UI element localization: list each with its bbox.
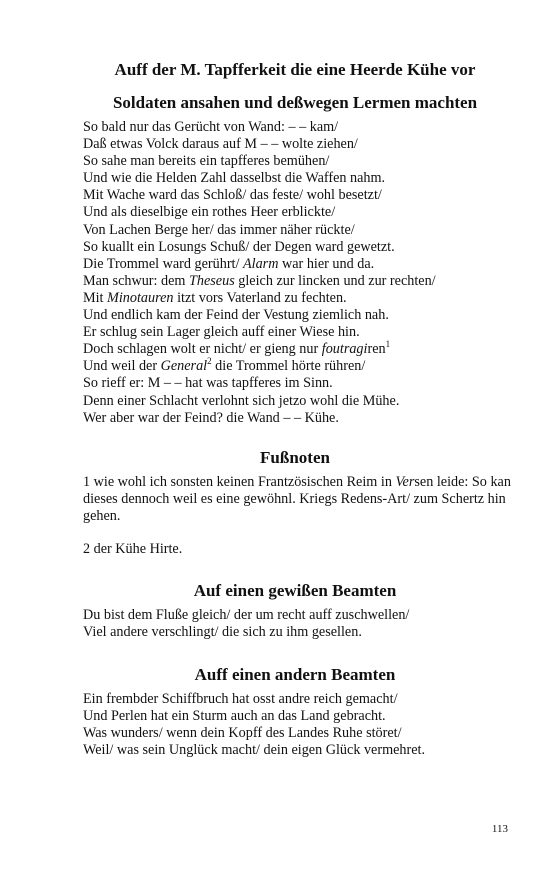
poem2-verse xyxy=(83,607,523,641)
footnote-ref: 2 xyxy=(207,356,212,367)
page-number: 113 xyxy=(491,823,508,835)
verse-line xyxy=(83,119,523,136)
italic-text: Theseus xyxy=(189,272,235,289)
poem1-title-line1: Auff der M. Tapfferkeit die eine Heerde Kühe vor xyxy=(114,60,476,79)
verse-line xyxy=(83,136,523,153)
text-run: Man schwur: dem xyxy=(83,272,189,289)
text-run: itzt vors Vaterland zu fechten. xyxy=(173,289,347,306)
verse-line xyxy=(83,725,523,742)
verse-line xyxy=(83,375,523,392)
verse-line xyxy=(83,170,523,187)
verse-line xyxy=(83,324,523,341)
text-run: Er schlug sein Lager gleich auff einer Wiese hin. xyxy=(83,324,360,341)
verse-line xyxy=(83,307,523,324)
verse-line xyxy=(83,691,523,708)
italic-text: Minotauren xyxy=(107,289,174,306)
text-run: Von Lachen Berge her/ das immer näher rückte/ xyxy=(83,221,355,238)
verse-line xyxy=(83,204,523,221)
italic-text: Ver xyxy=(395,474,415,490)
text-run: sen leide: So kan dieses dennoch weil es eine gewöhnl. Kriegs Redens-Art/ zum Schertz hin gehen. xyxy=(83,474,511,525)
verse-line xyxy=(83,273,523,290)
verse-line xyxy=(83,341,523,358)
verse-line xyxy=(83,624,523,641)
footnotes-heading: Fußnoten xyxy=(260,448,330,467)
text-run: Viel andere verschlingt/ die sich zu ihm gesellen. xyxy=(83,624,362,641)
verse-line xyxy=(83,256,523,273)
italic-text: Alarm xyxy=(242,255,279,272)
text-run: Daß etwas Volck daraus auf M – – wolte ziehen/ xyxy=(83,136,358,153)
text-run: So bald nur das Gerücht von Wand: – – kam/ xyxy=(83,119,339,135)
text-run: Mit Wache ward das Schloß/ das feste/ wohl besetzt/ xyxy=(83,187,382,204)
verse-line xyxy=(83,607,523,624)
text-run: Und als dieselbige ein rothes Heer erblickte/ xyxy=(83,204,336,221)
poem2-title: Auf einen gewißen Beamten xyxy=(193,581,397,600)
footnote-1 xyxy=(83,474,513,526)
verse-line xyxy=(83,222,523,239)
poem3-title: Auff einen andern Beamten xyxy=(194,665,396,684)
verse-line xyxy=(83,708,523,725)
text-run: die Trommel hörte rühren/ xyxy=(211,358,366,375)
text-run: So rieff er: M – – hat was tapfferes im Sinn. xyxy=(83,375,333,392)
verse-line xyxy=(83,290,523,307)
poem3-verse xyxy=(83,691,523,759)
text-run: Mit xyxy=(83,289,108,306)
verse-line xyxy=(83,187,523,204)
text-run: war hier und da. xyxy=(278,255,375,272)
footnote-2: 2 der Kühe Hirte. xyxy=(83,541,183,557)
verse-line xyxy=(83,393,523,410)
text-run: So kuallt ein Losungs Schuß/ der Degen ward gewetzt. xyxy=(83,238,395,255)
text-run: Du bist dem Fluße gleich/ der um recht auff zuschwellen/ xyxy=(83,607,410,623)
text-run: Denn einer Schlacht verlohnt sich jetzo wohl die Mühe. xyxy=(83,392,400,409)
text-run: Und Perlen hat ein Sturm auch an das Land gebracht. xyxy=(83,708,386,725)
text-run: Und wie die Helden Zahl dasselbst die Waffen nahm. xyxy=(83,170,386,187)
poem1-title-line2: Soldaten ansahen und deßwegen Lermen machten xyxy=(112,93,478,112)
text-run: Was wunders/ wenn dein Kopff des Landes Ruhe störet/ xyxy=(83,725,402,742)
text-run: Und endlich kam der Feind der Vestung ziemlich nah. xyxy=(83,307,389,324)
verse-line xyxy=(83,239,523,256)
text-run: Die Trommel ward gerührt/ xyxy=(83,255,243,272)
text-run: 1 wie wohl ich sonsten keinen Frantzösischen Reim in xyxy=(83,474,396,490)
text-run: So sahe man bereits ein tapfferes bemühen/ xyxy=(83,153,330,170)
poem1-verse xyxy=(83,119,523,427)
text-run: Weil/ was sein Unglück macht/ dein eigen Glück vermehret. xyxy=(83,742,426,759)
text-run: ren xyxy=(367,341,386,358)
verse-line xyxy=(83,410,523,427)
verse-line xyxy=(83,358,523,375)
verse-line xyxy=(83,153,523,170)
verse-line xyxy=(83,742,523,759)
text-run: Wer aber war der Feind? die Wand – – Kühe. xyxy=(83,409,339,426)
text-run: Doch schlagen wolt er nicht/ er gieng nur xyxy=(83,341,322,358)
text-run: Und weil der xyxy=(83,358,161,375)
text-run: Ein frembder Schiffbruch hat osst andre reich gemacht/ xyxy=(83,691,398,707)
footnote-ref: 1 xyxy=(385,339,391,350)
text-run: gleich zur lincken und zur rechten/ xyxy=(234,272,436,289)
italic-text: foutragi xyxy=(321,341,368,358)
italic-text: General xyxy=(160,358,208,375)
